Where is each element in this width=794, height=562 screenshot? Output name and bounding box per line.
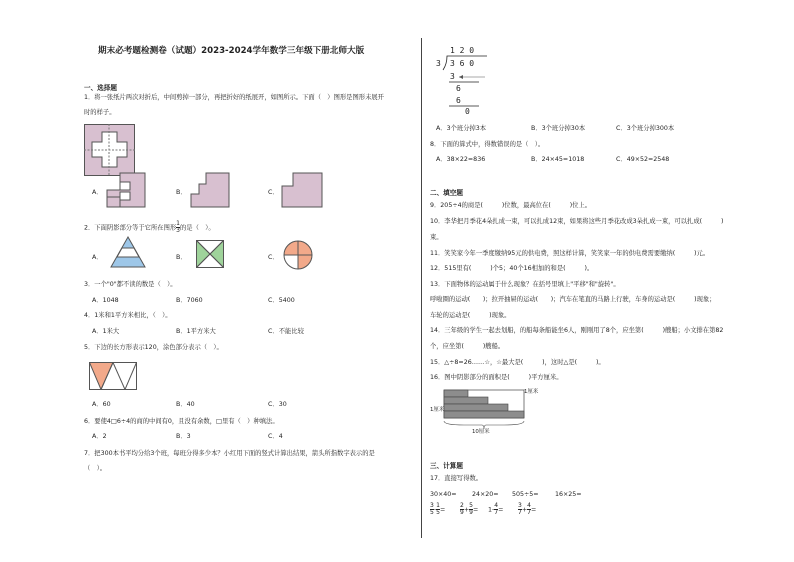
q7-option-b[interactable]: B．3个班分掉30本 [531, 125, 586, 132]
q16-label-right: 1厘米 [524, 389, 539, 395]
question-2-text [84, 221, 215, 234]
folded-paper-figure [84, 124, 135, 176]
numerator: 3 [430, 502, 434, 509]
q1-option-c-shape [281, 172, 323, 208]
q4-option-b[interactable]: B．1平方米大 [176, 328, 216, 335]
q3-option-c[interactable]: C．5400 [268, 297, 295, 304]
division-divisor: 3 [436, 59, 441, 68]
calc-fraction-item-1 [430, 503, 445, 516]
equals-sign: = [530, 506, 537, 514]
operator: + [521, 506, 528, 514]
denominator: 5 [430, 509, 434, 516]
numerator: 2 [460, 502, 464, 509]
question-1-text-cont: 时的样子。 [84, 109, 116, 116]
question-3-text: 3．一个"0"都不读的数是（ ）。 [84, 281, 177, 288]
question-6-text: 6．要使4□6÷4的商的中间有0，且没有余数，□里有（ ）种填法。 [84, 418, 279, 425]
q5-rectangle-figure [89, 362, 137, 390]
q2-circle-figure [283, 240, 313, 270]
question-8-text: 8．下面的算式中，得数错误的是（ ）。 [430, 141, 545, 148]
equals-sign: = [498, 506, 504, 514]
question-2-text-b: 的是（ ）。 [180, 224, 215, 232]
question-15-text: 15．△÷8=26……☆，☆最大是( )，这时△是( )。 [430, 359, 605, 366]
numerator: 4 [527, 502, 531, 509]
numerator: 3 [518, 502, 522, 509]
denominator: 7 [518, 509, 522, 516]
operator: + [463, 506, 470, 514]
question-2-text-a: 2．下面阴影部分等于它所在图形 [84, 224, 177, 232]
question-13-line-2: 呼啦圈的运动( )；拉开抽屉的运动( )；汽车在笔直的马路上行驶，车身的运动是( )现象； [430, 296, 716, 303]
q4-option-c[interactable]: C．不能比较 [268, 328, 304, 335]
operator: 1- [488, 506, 495, 514]
division-dividend: 3 6 0 [450, 59, 475, 68]
q1-option-a[interactable]: A． [92, 189, 103, 196]
q6-option-c[interactable]: C．4 [268, 433, 283, 440]
q3-option-a[interactable]: A．1048 [92, 297, 119, 304]
q8-option-b[interactable]: B．24×45=1018 [531, 156, 585, 163]
section-heading-calc: 三、计算题 [430, 462, 463, 470]
q2-triangle-figure [110, 236, 146, 268]
calc-item: 16×25= [555, 491, 582, 498]
question-10-text-cont: 束。 [430, 234, 443, 241]
division-step-3: 6 [456, 96, 461, 105]
calc-item: 505÷5= [512, 491, 539, 498]
division-remainder: 0 [465, 107, 470, 116]
question-12-text: 12．515里有( )个5；40个16相加的和是( )。 [430, 265, 594, 272]
question-9-text: 9．205÷4的商是( )位数，最高位在( )位上。 [430, 202, 592, 209]
fraction-denominator: 3 [176, 227, 180, 234]
question-14-text-cont: 个，应坐第( )艘船。 [430, 343, 505, 350]
q6-option-a[interactable]: A．2 [92, 433, 107, 440]
numerator: 1 [436, 502, 440, 509]
q2-option-b[interactable]: B． [176, 254, 187, 261]
arrow-head-icon [459, 75, 463, 79]
q1-option-a-shape [106, 172, 146, 208]
q3-option-b[interactable]: B．7060 [176, 297, 203, 304]
q7-option-c[interactable]: C．3个班分掉300本 [616, 125, 675, 132]
q6-option-b[interactable]: B．3 [176, 433, 191, 440]
division-step-1: 3 [450, 72, 455, 81]
q2-option-c[interactable]: C． [268, 254, 279, 261]
q16-label-bottom: 10厘米 [472, 429, 490, 435]
column-divider [421, 38, 422, 538]
question-11-text: 11．笑笑家今年一季度缴纳95元的供电费，照这样计算，笑笑家一年的供电费需要缴纳( )元。 [430, 250, 710, 257]
calc-fraction-item-4 [518, 503, 536, 516]
q5-option-a[interactable]: A．60 [92, 401, 111, 408]
q16-label-left: 1厘米 [430, 407, 445, 413]
question-13-text: 13．下面物体的运动属于什么现象？在括号里填上"平移"和"旋转"。 [430, 281, 620, 288]
question-1-text: 1．将一张纸片两次对折后，中间剪掉一部分，再把折好的纸展开，如图所示。下面（ ）图形是图形未展开 [84, 94, 384, 101]
question-14-text: 14．三年级的学生一起去划船，的船每条船能坐6人，刚刚用了8个，应坐第( )艘船；小文排在第82 [430, 327, 724, 334]
q8-option-c[interactable]: C．49×52=2548 [616, 156, 670, 163]
calc-fraction-item-2 [460, 503, 478, 516]
calc-fraction-item-3 [488, 503, 503, 516]
denominator: 9 [469, 509, 473, 516]
division-quotient: 1 2 0 [450, 46, 475, 55]
denominator: 7 [527, 509, 531, 516]
question-4-text: 4．1米和1平方米相比，（ ）。 [84, 312, 172, 319]
numerator: 4 [494, 502, 499, 509]
calc-item: 30×40= [430, 491, 457, 498]
question-7-text: 7．把300本书平均分给3个班，每班分得多少本？小红用下面的竖式计算出结果，箭头所指数字表示的是 [84, 450, 375, 457]
fraction-numerator: 1 [176, 220, 180, 227]
question-16-text: 16．图中阴影部分的面积是( )平方厘米。 [430, 374, 563, 381]
q5-option-b[interactable]: B．40 [176, 401, 195, 408]
q1-option-b-shape [190, 172, 230, 208]
operator: - [433, 506, 437, 514]
section-heading-fill: 二、填空题 [430, 189, 463, 197]
question-10-text: 10．李华把月季花4朵扎成一束，可以扎成12束，如果将这些月季花改成3朵扎成一束，可以扎成( ) [430, 218, 724, 225]
equals-sign: = [472, 506, 479, 514]
q8-option-a[interactable]: A．38×22=836 [436, 156, 486, 163]
question-13-line-3: 车轮的运动是( )现象。 [430, 312, 511, 319]
q1-option-c[interactable]: C． [268, 189, 279, 196]
q5-option-c[interactable]: C．30 [268, 401, 287, 408]
numerator: 5 [469, 502, 473, 509]
question-7-text-cont: （ ）。 [84, 465, 107, 472]
equals-sign: = [439, 506, 446, 514]
question-17-text: 17．直接写得数。 [430, 475, 483, 482]
q1-option-b[interactable]: B． [176, 189, 187, 196]
q2-option-a[interactable]: A． [92, 254, 103, 261]
division-step-2: 6 [456, 84, 461, 93]
q7-option-a[interactable]: A．3个班分掉3本 [436, 125, 487, 132]
section-heading-choice: 一、选择题 [84, 84, 117, 92]
q4-option-a[interactable]: A．1米大 [92, 328, 120, 335]
page-title: 期末必考题检测卷（试题）2023-2024学年数学三年级下册北师大版 [98, 46, 365, 56]
denominator: 9 [460, 509, 464, 516]
denominator: 5 [436, 509, 440, 516]
q2-square-figure [196, 240, 224, 268]
calc-item: 24×20= [472, 491, 499, 498]
question-5-text: 5．下边的长方形表示120，涂色部分表示（ ）。 [84, 344, 223, 351]
denominator: 7 [494, 509, 499, 516]
division-bracket-lines [439, 46, 489, 118]
